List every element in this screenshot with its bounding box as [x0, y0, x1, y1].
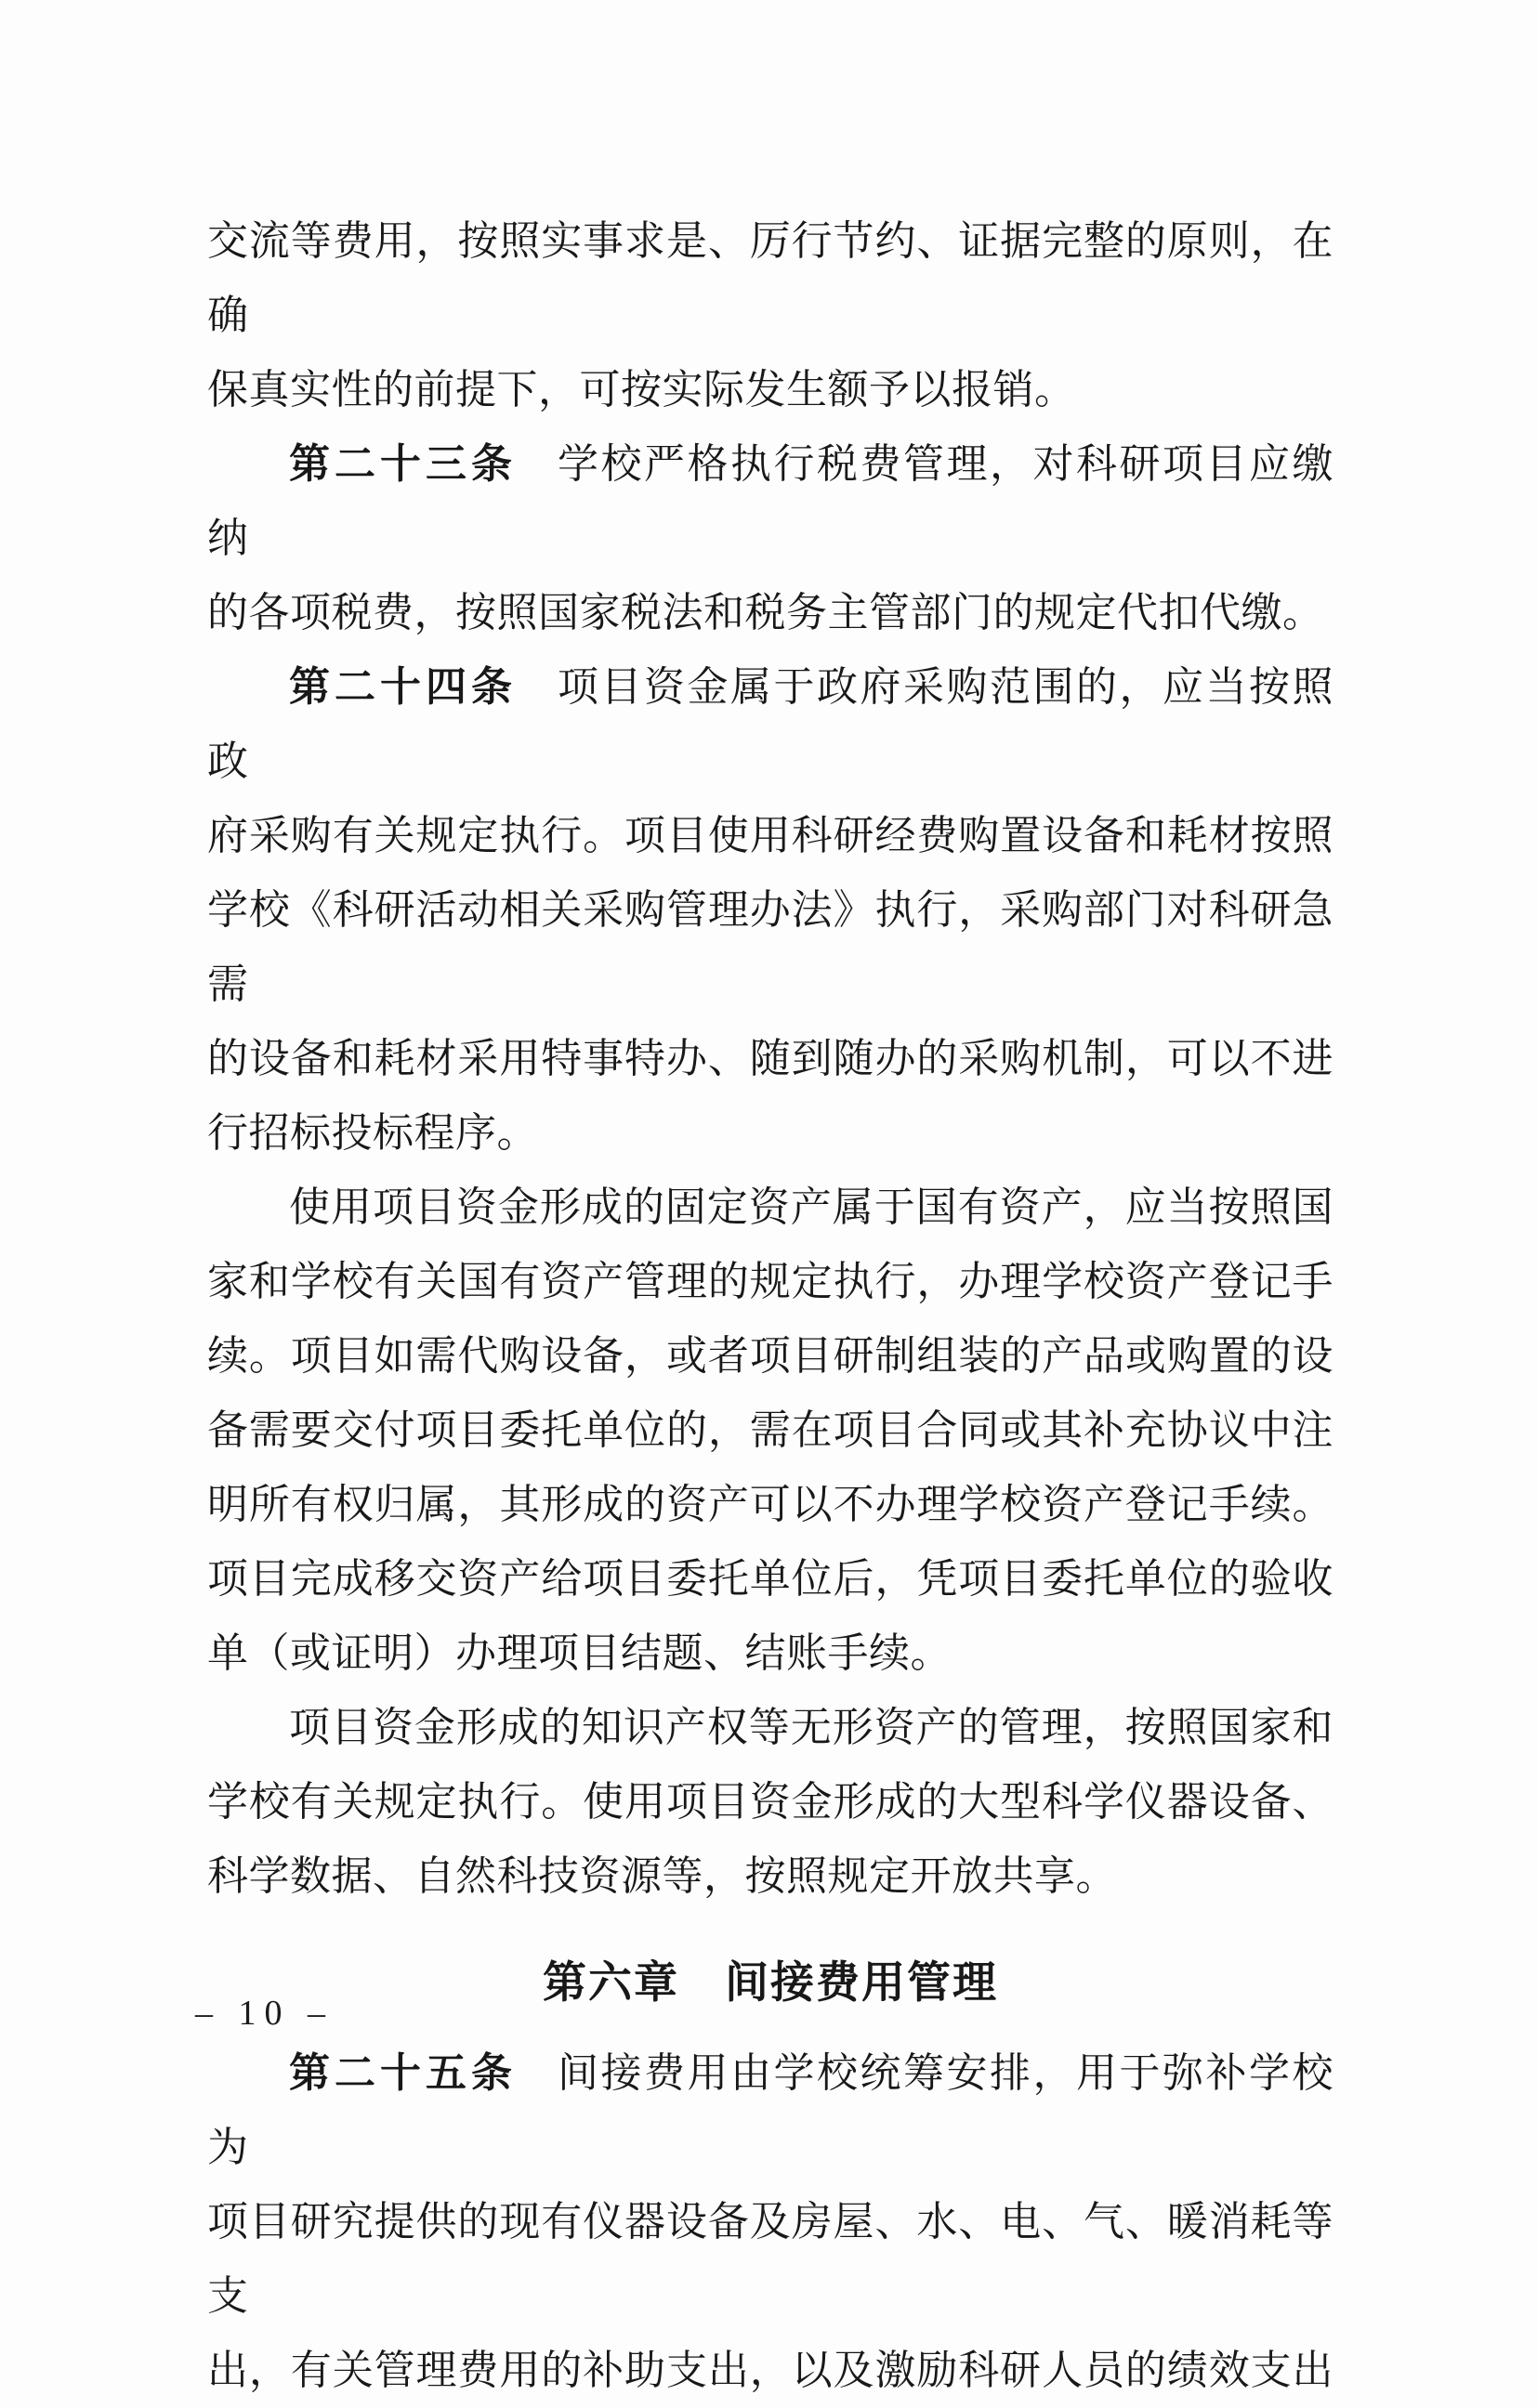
text-line: 项目完成移交资产给项目委托单位后，凭项目委托单位的验收	[207, 1556, 1333, 1602]
text-line: 家和学校有关国有资产管理的规定执行，办理学校资产登记手	[207, 1259, 1333, 1304]
text-line: 项目研究提供的现有仪器设备及房屋、水、电、气、暖消耗等支	[207, 2199, 1333, 2319]
text-line	[207, 427, 1333, 576]
text-line: 的各项税费，按照国家税法和税务主管部门的规定代扣代缴。	[207, 590, 1324, 635]
text-line: 府采购有关规定执行。项目使用科研经费购置设备和耗材按照	[207, 813, 1333, 858]
text-line: 续。项目如需代购设备，或者项目研制组装的产品或购置的设	[207, 1333, 1333, 1379]
article-number-bold: 第二十五条	[289, 2050, 517, 2096]
text-line: 项目资金形成的知识产权等无形资产的管理，按照国家和	[289, 1705, 1333, 1750]
text-line: 科学数据、自然科技资源等，按照规定开放共享。	[207, 1853, 1117, 1899]
article-number-bold: 第二十四条	[289, 664, 517, 710]
text-line: 的设备和耗材采用特事特办、随到随办的采购机制，可以不进	[207, 1036, 1333, 1081]
text-line: 交流等费用，按照实事求是、厉行节约、证据完整的原则，在确	[207, 218, 1333, 338]
text-line: 学校《科研活动相关采购管理办法》执行，采购部门对科研急需	[207, 887, 1333, 1007]
chapter-heading: 第六章 间接费用管理	[543, 1957, 998, 2007]
text-line	[207, 2036, 1333, 2185]
text-line-body: 学校严格执行税费管理，对科研项目应缴纳	[207, 441, 1333, 561]
text-line: 学校有关规定执行。使用项目资金形成的大型科学仪器设备、	[207, 1779, 1333, 1825]
text-line-body: 项目资金属于政府采购范围的，应当按照政	[207, 664, 1333, 784]
page-number: – 10 –	[195, 1994, 334, 2033]
text-block	[207, 204, 1333, 2408]
text-line: 行招标投标程序。	[207, 1110, 538, 1156]
text-line	[207, 650, 1333, 799]
article-number-bold: 第二十三条	[289, 441, 517, 487]
text-line: 备需要交付项目委托单位的，需在项目合同或其补充协议中注	[207, 1407, 1333, 1453]
text-line: 明所有权归属，其形成的资产可以不办理学校资产登记手续。	[207, 1482, 1333, 1527]
text-line-body: 间接费用由学校统筹安排，用于弥补学校为	[207, 2050, 1333, 2170]
text-line: 使用项目资金形成的固定资产属于国有资产，应当按照国	[289, 1184, 1333, 1230]
text-line: 保真实性的前提下，可按实际发生额予以报销。	[207, 367, 1076, 412]
text-line: 单（或证明）办理项目结题、结账手续。	[207, 1630, 952, 1676]
text-line: 出，有关管理费用的补助支出，以及激励科研人员的绩效支出	[207, 2348, 1333, 2393]
